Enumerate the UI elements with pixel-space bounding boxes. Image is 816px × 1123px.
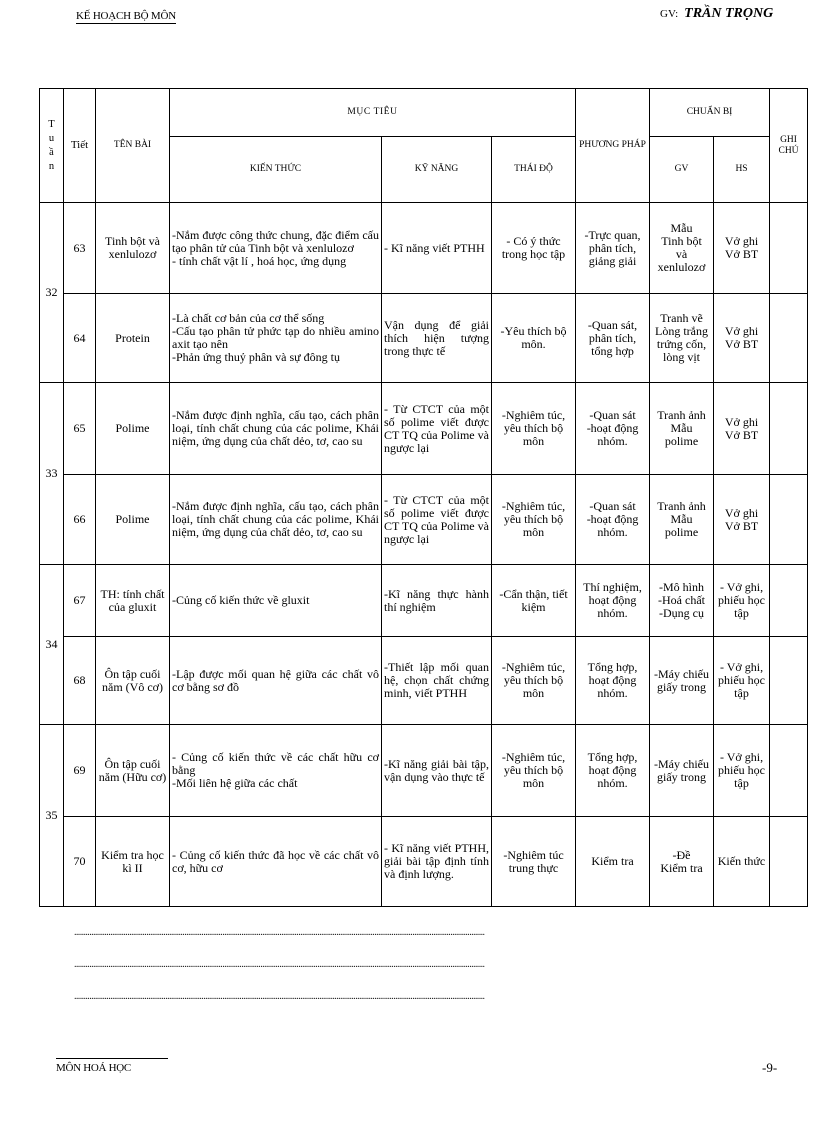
- lesson-name-cell: Polime: [96, 475, 170, 565]
- knowledge-cell: -Nắm được định nghĩa, cấu tạo, cách phân loại, tính chất chung của các polime, Khái niệm, ứng dụng của chất dẻo, tơ, cao su: [170, 475, 382, 565]
- period-cell: 65: [64, 383, 96, 475]
- method-cell: Kiểm tra: [576, 817, 650, 907]
- notes-cell: [770, 725, 808, 817]
- teacher-prep-cell: -Máy chiếu giấy trong: [650, 637, 714, 725]
- notes-cell: [770, 817, 808, 907]
- knowledge-cell: -Là chất cơ bản của cơ thể sống -Cấu tạo phân tử phức tạp do nhiều amino axit tạo nên -Phản ứng thuỷ phân và sự đông tụ: [170, 294, 382, 383]
- week-cell: 32: [40, 203, 64, 383]
- table-row: [40, 565, 808, 637]
- table-row: [40, 294, 808, 383]
- skills-cell: -Thiết lập mối quan hệ, chọn chất chứng minh, viết PTHH: [382, 637, 492, 725]
- student-prep-cell: - Vở ghi, phiếu học tập: [714, 725, 770, 817]
- knowledge-cell: -Củng cố kiến thức về gluxit: [170, 565, 382, 637]
- knowledge-cell: -Nắm được công thức chung, đặc điểm cấu tạo phân tử của Tinh bột và xenlulozơ - tính chất vật lí , hoá học, ứng dụng: [170, 203, 382, 294]
- period-cell: 64: [64, 294, 96, 383]
- method-cell: -Quan sát -hoạt động nhóm.: [576, 383, 650, 475]
- notes-cell: [770, 383, 808, 475]
- student-prep-cell: Vở ghi Vở BT: [714, 475, 770, 565]
- teacher-prep-cell: Tranh ảnh Mẫu polime: [650, 383, 714, 475]
- col-skills-header: KỸ NĂNG: [382, 137, 492, 203]
- notes-cell: [770, 203, 808, 294]
- notes-cell: [770, 637, 808, 725]
- method-cell: -Trực quan, phân tích, giảng giải: [576, 203, 650, 294]
- teacher-prep-cell: -Mô hình -Hoá chất -Dụng cụ: [650, 565, 714, 637]
- lesson-name-cell: Tinh bột và xenlulozơ: [96, 203, 170, 294]
- dotted-line: ........................................................................................................................................................................................................................: [74, 960, 485, 970]
- student-prep-cell: Vở ghi Vở BT: [714, 203, 770, 294]
- week-cell: 34: [40, 565, 64, 725]
- period-cell: 70: [64, 817, 96, 907]
- attitude-cell: -Nghiêm túc, yêu thích bộ môn: [492, 725, 576, 817]
- skills-cell: - Từ CTCT của một số polime viết được CT TQ của Polime và ngược lại: [382, 475, 492, 565]
- knowledge-cell: -Lập được mối quan hệ giữa các chất vô cơ bằng sơ đồ: [170, 637, 382, 725]
- skills-cell: -Kĩ năng giải bài tập, vận dụng vào thực tế: [382, 725, 492, 817]
- period-cell: 67: [64, 565, 96, 637]
- header-subject-plan: KẾ HOẠCH BỘ MÔN: [76, 10, 176, 22]
- student-prep-cell: - Vở ghi, phiếu học tập: [714, 637, 770, 725]
- table-row: [40, 203, 808, 294]
- table-row: [40, 475, 808, 565]
- table-row: [40, 725, 808, 817]
- attitude-cell: -Nghiêm túc, yêu thích bộ môn: [492, 637, 576, 725]
- method-cell: -Quan sát, phân tích, tổng hợp: [576, 294, 650, 383]
- col-attitude-header: THÁI ĐỘ: [492, 137, 576, 203]
- period-cell: 66: [64, 475, 96, 565]
- col-preparation-header: CHUẨN BỊ: [650, 89, 770, 137]
- skills-cell: - Kĩ năng viết PTHH: [382, 203, 492, 294]
- method-cell: Tổng hợp, hoạt động nhóm.: [576, 637, 650, 725]
- col-period-header: Tiết: [64, 89, 96, 203]
- lesson-name-cell: Polime: [96, 383, 170, 475]
- page-number: -9-: [762, 1060, 778, 1075]
- knowledge-cell: - Củng cố kiến thức đã học về các chất vô cơ, hữu cơ: [170, 817, 382, 907]
- skills-cell: Vận dụng để giải thích hiện tượng trong thực tế: [382, 294, 492, 383]
- footer-subject: MÔN HOÁ HỌC: [56, 1058, 168, 1074]
- lesson-name-cell: Ôn tập cuối năm (Hữu cơ): [96, 725, 170, 817]
- student-prep-cell: Kiến thức: [714, 817, 770, 907]
- skills-cell: - Kĩ năng viết PTHH, giải bài tập định tính và định lượng.: [382, 817, 492, 907]
- attitude-cell: -Yêu thích bộ môn.: [492, 294, 576, 383]
- period-cell: 68: [64, 637, 96, 725]
- notes-cell: [770, 475, 808, 565]
- attitude-cell: -Nghiêm túc, yêu thích bộ môn: [492, 383, 576, 475]
- table-row: [40, 383, 808, 475]
- header-teacher-label: GV:: [660, 8, 679, 20]
- lesson-plan-table: [39, 88, 808, 907]
- col-week-header: T u ầ n: [40, 89, 64, 203]
- attitude-cell: -Nghiêm túc, yêu thích bộ môn: [492, 475, 576, 565]
- col-notes-header: GHI CHÚ: [770, 89, 808, 203]
- method-cell: -Quan sát -hoạt động nhóm.: [576, 475, 650, 565]
- teacher-prep-cell: Tranh vẽ Lòng trắng trứng cốn, lòng vịt: [650, 294, 714, 383]
- dotted-line: ........................................................................................................................................................................................................................: [74, 928, 485, 938]
- knowledge-cell: -Nắm được định nghĩa, cấu tạo, cách phân loại, tính chất chung của các polime, Khái niệm, ứng dụng của chất dẻo, tơ, cao su: [170, 383, 382, 475]
- teacher-prep-cell: -Máy chiếu giấy trong: [650, 725, 714, 817]
- teacher-prep-cell: Tranh ảnh Mẫu polime: [650, 475, 714, 565]
- table-row: [40, 637, 808, 725]
- method-cell: Thí nghiệm, hoạt động nhóm.: [576, 565, 650, 637]
- week-cell: 35: [40, 725, 64, 907]
- period-cell: 69: [64, 725, 96, 817]
- lesson-name-cell: Protein: [96, 294, 170, 383]
- table-row: [40, 817, 808, 907]
- attitude-cell: -Nghiêm túc trung thực: [492, 817, 576, 907]
- student-prep-cell: Vở ghi Vở BT: [714, 383, 770, 475]
- teacher-prep-cell: Mẫu Tinh bột và xenlulozơ: [650, 203, 714, 294]
- period-cell: 63: [64, 203, 96, 294]
- student-prep-cell: Vở ghi Vở BT: [714, 294, 770, 383]
- skills-cell: - Từ CTCT của một số polime viết được CT TQ của Polime và ngược lại: [382, 383, 492, 475]
- attitude-cell: - Có ý thức trong học tập: [492, 203, 576, 294]
- col-teacher-prep-header: GV: [650, 137, 714, 203]
- notes-cell: [770, 294, 808, 383]
- lesson-name-cell: TH: tính chất của gluxit: [96, 565, 170, 637]
- attitude-cell: -Cẩn thận, tiết kiệm: [492, 565, 576, 637]
- col-knowledge-header: KIẾN THỨC: [170, 137, 382, 203]
- col-objectives-header: MỤC TIÊU: [170, 89, 576, 137]
- skills-cell: -Kĩ năng thực hành thí nghiệm: [382, 565, 492, 637]
- week-cell: 33: [40, 383, 64, 565]
- header-teacher: [660, 6, 773, 22]
- teacher-prep-cell: -Đề Kiểm tra: [650, 817, 714, 907]
- dotted-line: ........................................................................................................................................................................................................................: [74, 992, 485, 1002]
- col-method-header: PHƯƠNG PHÁP: [576, 89, 650, 203]
- notes-cell: [770, 565, 808, 637]
- col-student-prep-header: HS: [714, 137, 770, 203]
- col-lesson-name-header: TÊN BÀI: [96, 89, 170, 203]
- lesson-name-cell: Kiểm tra học kì II: [96, 817, 170, 907]
- lesson-name-cell: Ôn tập cuối năm (Vô cơ): [96, 637, 170, 725]
- student-prep-cell: - Vở ghi, phiếu học tập: [714, 565, 770, 637]
- knowledge-cell: - Củng cố kiến thức về các chất hữu cơ bằng -Mối liên hệ giữa các chất: [170, 725, 382, 817]
- header-teacher-name: TRẦN TRỌNG: [684, 6, 774, 21]
- method-cell: Tổng hợp, hoạt động nhóm.: [576, 725, 650, 817]
